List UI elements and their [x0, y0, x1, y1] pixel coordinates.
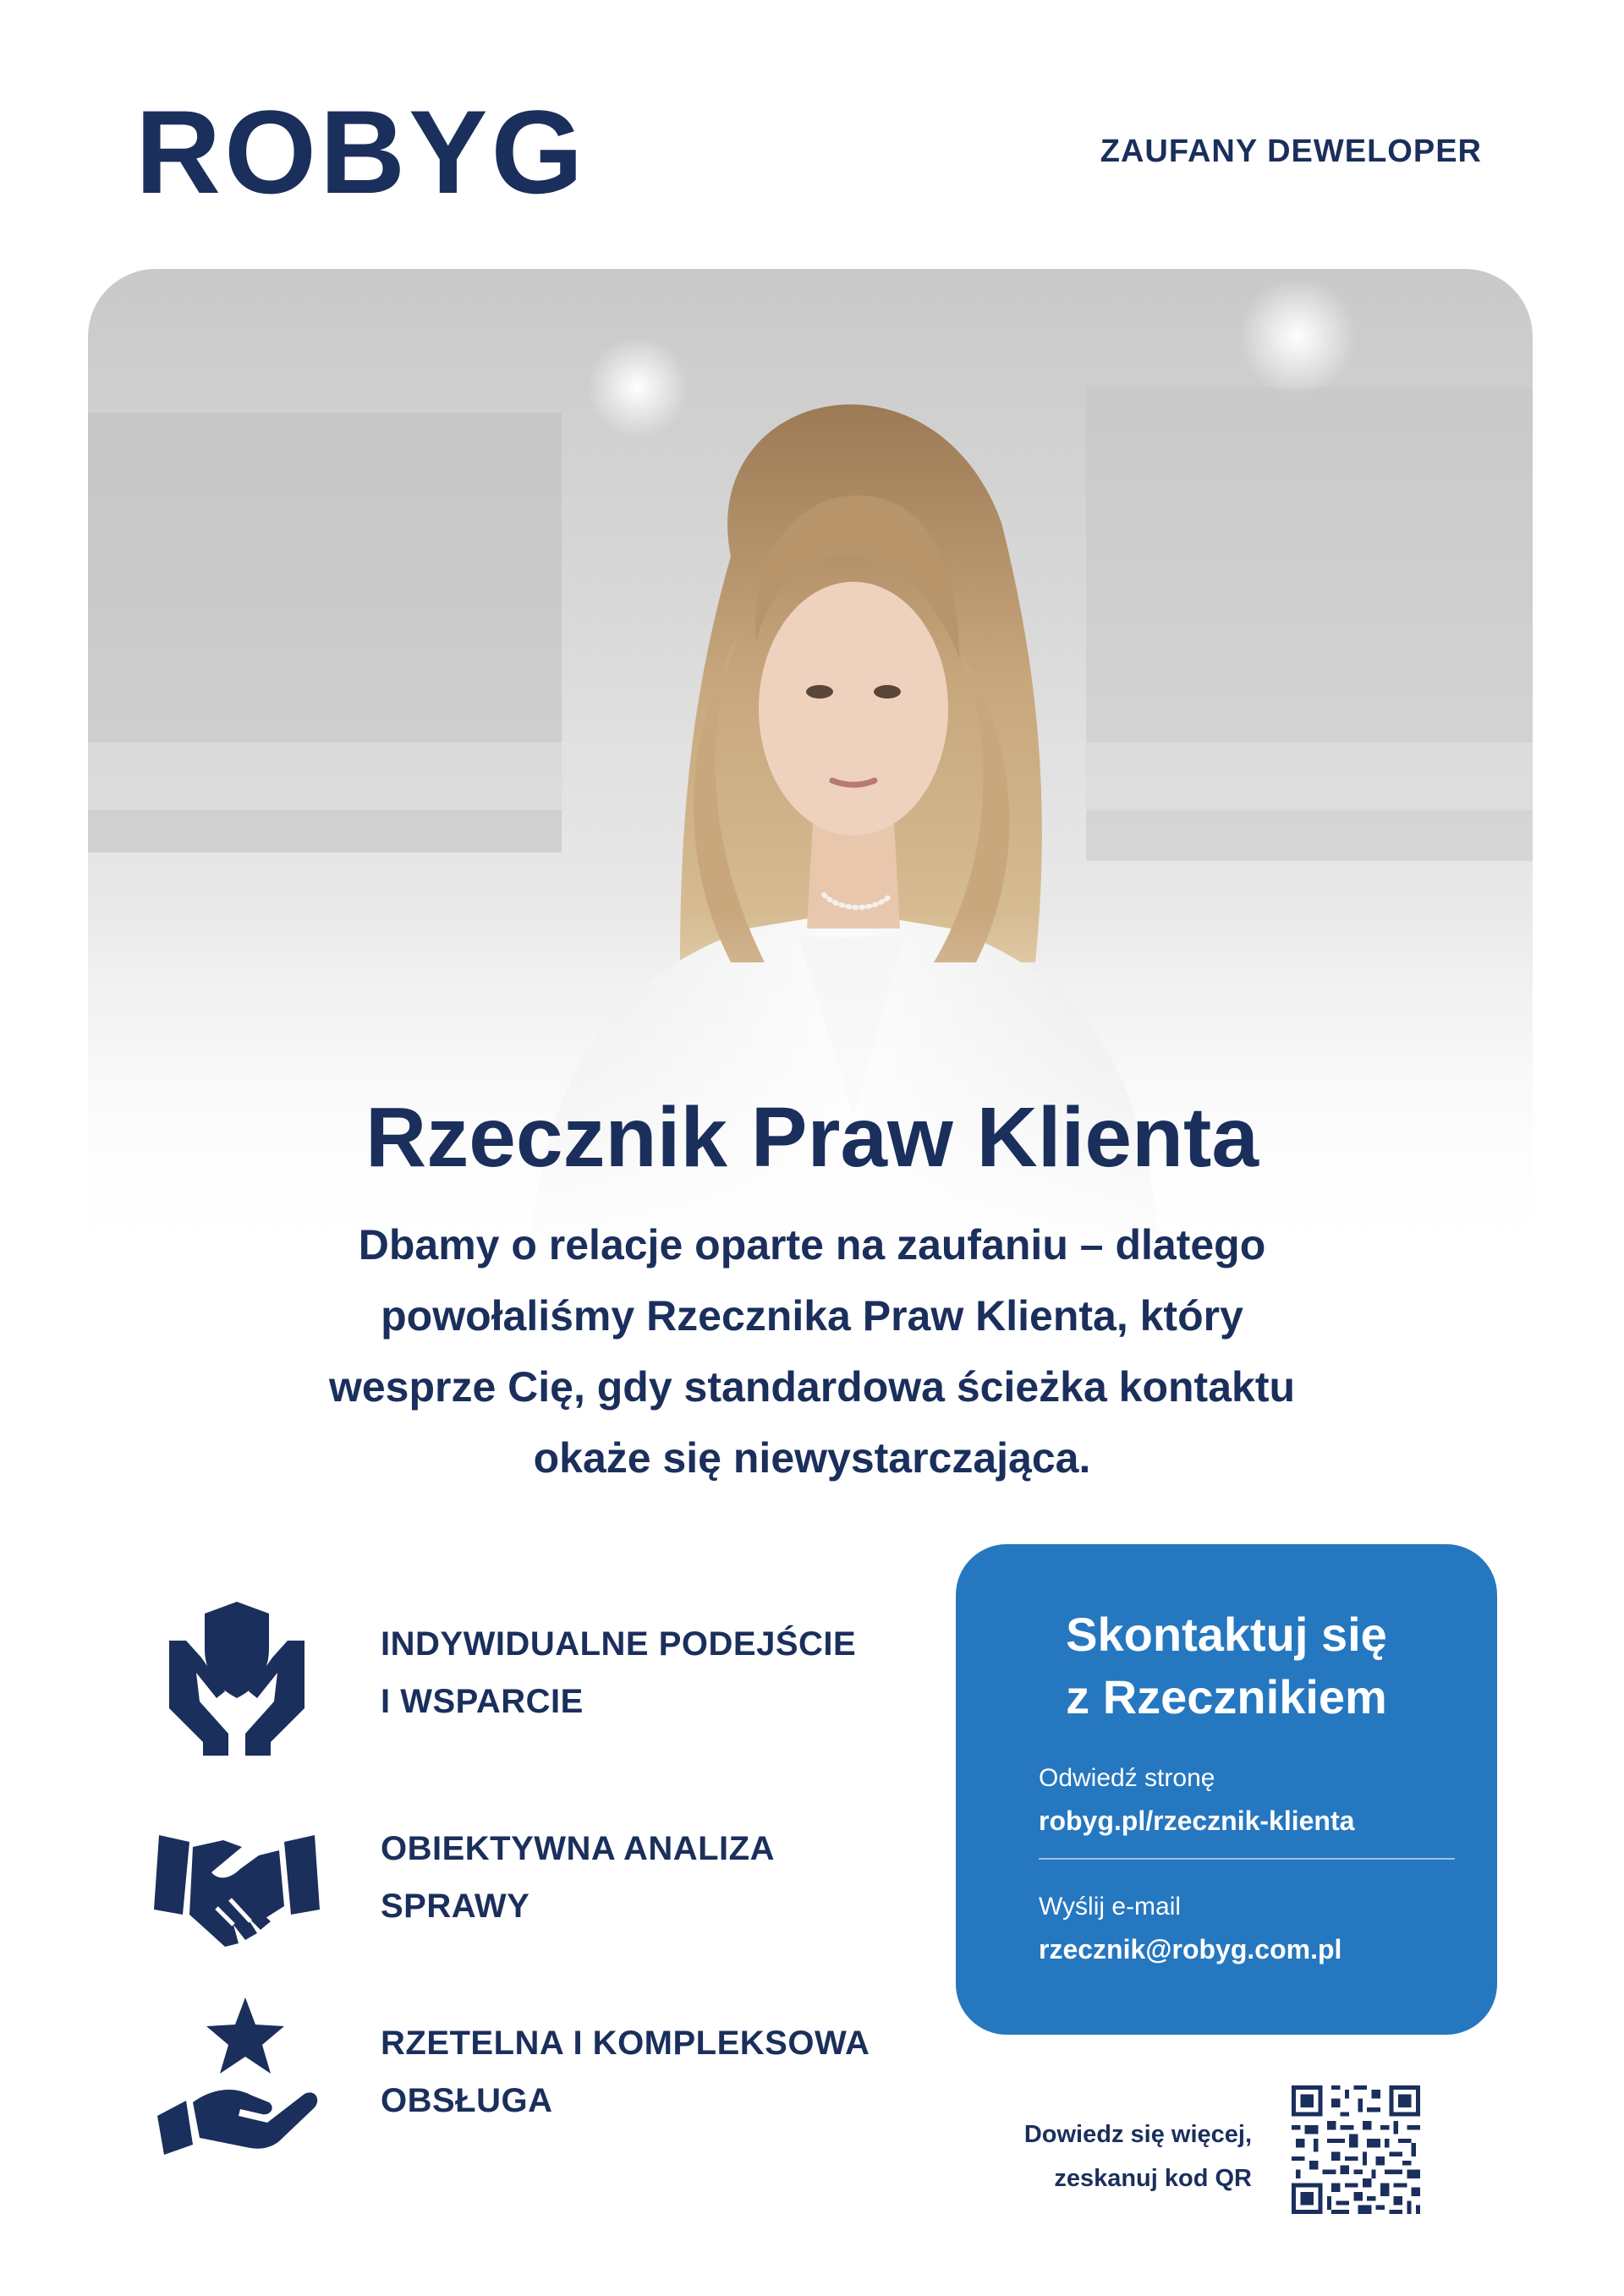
qr-caption-line: zeskanuj kod QR: [1054, 2165, 1252, 2192]
contact-title-line: z Rzecznikiem: [1066, 1670, 1387, 1723]
feature-line: I WSPARCIE: [381, 1683, 584, 1720]
feature-line: OBIEKTYWNA ANALIZA: [381, 1830, 775, 1867]
page-title: Rzecznik Praw Klienta: [365, 1090, 1259, 1185]
handshake-icon: [152, 1795, 321, 1964]
intro-line: okaże się niewystarczająca.: [533, 1434, 1091, 1482]
qr-code-icon[interactable]: [1292, 2085, 1420, 2214]
qr-caption: [1024, 2112, 1252, 2200]
qr-caption-line: Dowiedz się więcej,: [1023, 2121, 1252, 2148]
contact-title-line: Skontaktuj się: [1066, 1608, 1387, 1661]
feature-line: OBSŁUGA: [381, 2082, 553, 2119]
intro-line: wesprze Cię, gdy standardowa ścieżka kontaktu: [328, 1363, 1296, 1411]
shield-hands-icon: [152, 1590, 321, 1759]
contact-title: [956, 1603, 1497, 1729]
star-hand-icon: [152, 1989, 321, 2158]
feature-text: [381, 2014, 870, 2129]
contact-website: [1039, 1757, 1354, 1842]
website-label: Odwiedź stronę: [1039, 1764, 1215, 1792]
email-label: Wyślij e-mail: [1039, 1893, 1182, 1921]
intro-line: Dbamy o relacje oparte na zaufaniu – dlatego: [358, 1221, 1266, 1269]
tagline: ZAUFANY DEWELOPER: [1100, 134, 1482, 169]
feature-text: [381, 1820, 775, 1935]
contact-card: [956, 1544, 1497, 2035]
contact-divider: [1039, 1858, 1455, 1860]
intro-line: powołaliśmy Rzecznika Praw Klienta, który: [381, 1292, 1243, 1340]
feature-item: [152, 1989, 914, 2158]
feature-line: SPRAWY: [381, 1888, 530, 1925]
intro-paragraph: [0, 1209, 1624, 1493]
feature-item: [152, 1590, 914, 1759]
email-link[interactable]: rzecznik@robyg.com.pl: [1039, 1934, 1342, 1964]
feature-line: RZETELNA I KOMPLEKSOWA: [381, 2025, 870, 2062]
robyg-logo: ROBYG: [135, 85, 587, 218]
feature-item: [152, 1795, 914, 1964]
feature-line: INDYWIDUALNE PODEJŚCIE: [381, 1625, 857, 1663]
website-link[interactable]: robyg.pl/rzecznik-klienta: [1039, 1806, 1355, 1836]
contact-email: [1039, 1886, 1341, 1970]
feature-text: [381, 1615, 856, 1730]
